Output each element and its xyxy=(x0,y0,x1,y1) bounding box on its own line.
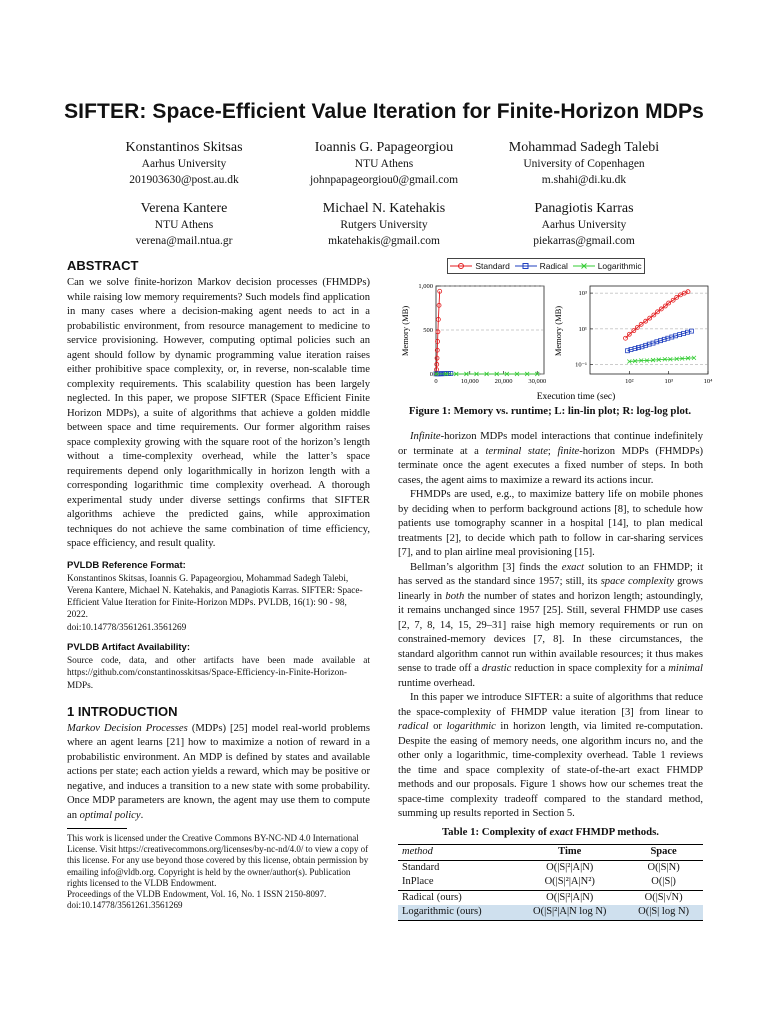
series-standard xyxy=(434,289,441,375)
y-axis-label: Memory (MB) xyxy=(400,305,410,357)
y-tick-label: 1,000 xyxy=(418,283,433,290)
emphasis: exact xyxy=(561,561,585,573)
table-header-row xyxy=(398,845,703,861)
text-run: in horizon length, via limited re-computation. Despite the easing of memory needs, one algorithm incurs no, and the other only a logarithmic, time-complexity overhead. Table 1 reviews the time and space complexity of state-of-the-art exact FHMDP methods and our proposals. Figure 1 shows how our schemes treat the space-time complexity tradeoff compared to the standard method, summing up results reported in Section 5. xyxy=(398,721,703,819)
column-header: Space xyxy=(624,845,703,861)
introduction-paragraph xyxy=(67,722,370,824)
table-row-highlighted xyxy=(398,905,703,920)
author-email: verena@mail.ntua.gr xyxy=(135,235,233,247)
text-run: Bellman’s algorithm [3] finds the xyxy=(410,561,562,573)
legend-label: Logarithmic xyxy=(597,261,642,271)
x-axis-label: Execution time (sec) xyxy=(536,392,616,402)
space-cell: O(|S| log N) xyxy=(624,905,703,920)
x-tick-label: 20,000 xyxy=(494,378,513,385)
pvldb-artifact-body: Source code, data, and other artifacts have been made available at https://github.com/constantinosskitsas/Space-Efficiency-in-Finite-Horizon-MDPs. xyxy=(67,655,370,691)
y-axis-label: Memory (MB) xyxy=(553,305,563,357)
text-run: runtime overhead. xyxy=(398,677,476,689)
emphasis: terminal state xyxy=(485,445,548,457)
text-run: grows linearly in xyxy=(398,576,704,602)
time-cell: O(|S|²|A|N²) xyxy=(544,876,595,887)
emphasis: logarithmic xyxy=(446,721,496,732)
legend-label: Standard xyxy=(475,261,510,271)
series-logarithmic xyxy=(627,356,696,364)
series-line xyxy=(629,358,694,362)
legend-standard-icon xyxy=(450,262,472,270)
x-tick-label: 10³ xyxy=(664,378,673,385)
emphasis: both xyxy=(445,590,465,602)
footnote-rule xyxy=(67,828,127,829)
complexity-table xyxy=(398,844,703,921)
text-run: or xyxy=(428,721,447,732)
emphasis: finite xyxy=(557,445,580,457)
y-tick-label: 10³ xyxy=(578,290,587,298)
author-name: Verena Kantere xyxy=(140,201,228,216)
table-caption xyxy=(398,826,703,838)
intro-text: . xyxy=(140,809,144,821)
chart-left-linlin xyxy=(400,283,546,385)
author-email: mkatehakis@gmail.com xyxy=(328,235,440,247)
text-run: ; xyxy=(547,445,558,457)
chart-right-loglog xyxy=(553,286,713,385)
space-cell: O(|S|N) xyxy=(647,861,680,873)
legend-logarithmic-icon xyxy=(573,262,595,270)
chart-legend xyxy=(447,258,645,274)
author-affiliation: Rutgers University xyxy=(340,219,428,231)
method-cell: Standard xyxy=(402,861,440,873)
x-tick-label: 10² xyxy=(625,378,634,385)
text-run: solution to an FHMDP; it has served as the standard since 1957; still, its xyxy=(398,561,703,587)
intro-term: Markov Decision Processes xyxy=(67,722,188,734)
emphasis: space complexity xyxy=(600,576,674,587)
y-tick-label: 10¹ xyxy=(578,325,587,333)
table-row xyxy=(398,890,703,905)
text-run: In this paper we introduce SIFTER: a suite of algorithms that reduce the space-complexity of FHMDP value iteration [3] from linear to xyxy=(398,692,703,718)
legend-item-logarithmic xyxy=(573,261,642,271)
text-run: -horizon MDPs model interactions that continue indefinitely or terminate at a xyxy=(398,431,703,457)
legend-item-standard xyxy=(450,261,510,271)
space-cell: O(|S|) xyxy=(651,876,676,887)
footnote xyxy=(67,828,370,911)
pvldb-artifact xyxy=(67,642,370,692)
legend-item-radical xyxy=(515,261,568,271)
author-email: 201903630@post.au.dk xyxy=(129,174,239,186)
paragraph xyxy=(398,561,703,692)
x-tick-label: 0 xyxy=(434,378,438,385)
proceedings-text: Proceedings of the VLDB Endowment, Vol. 16, No. 1 ISSN 2150-8097. xyxy=(67,889,327,900)
author-affiliation: NTU Athens xyxy=(354,158,414,170)
time-cell: O(|S|²|A|N) xyxy=(515,890,624,905)
x-tick-label: 30,000 xyxy=(528,378,547,385)
text-run: -horizon MDPs (FHMDPs) terminate once the agent executes a fixed number of steps. In both cases, the agent aims to maximize a reward its actions incur. xyxy=(398,445,704,486)
method-cell: InPlace xyxy=(402,876,434,887)
author-block xyxy=(74,201,294,249)
table-row xyxy=(398,860,703,875)
intro-term: optimal policy xyxy=(79,809,141,821)
right-column xyxy=(398,430,703,822)
author-email: johnpapageorgiou0@gmail.com xyxy=(309,174,459,186)
emphasis: drastic xyxy=(481,663,512,674)
time-cell: O(|S|²|A|N) xyxy=(546,861,594,873)
abstract-body: Can we solve finite-horizon Markov decision processes (FHMDPs) while raising low memory requirements? Such models find application in many cases where a decision-making agent needs to act in a probabilistic environment, from resource management to medicine to service provisioning. However, computing optimal policies such an agent should follow by dynamic programming value iteration raises either prohibitive space complexity, or, in reverse, non-scalable time complexity requirements. This scalability question has been largely neglected. In this paper, we propose SIFTER (Space Efficient Finite Horizon MDPs), a suite of algorithms that achieve a golden middle between space and time requirements. Our former algorithm raises space complexity growing with the square root of the horizon’s length without a time-complexity overhead, while the latter’s space requirements depend only logarithmically in horizon length with a corresponding logarithmic time complexity overhead. A thorough experimental study under diverse settings confirms that SIFTER algorithms achieve the predicted gains, while approximation techniques do not achieve the same combination of time efficiency, space efficiency, and result quality. xyxy=(67,277,370,549)
method-cell: Logarithmic (ours) xyxy=(398,905,515,920)
author-block xyxy=(474,201,694,249)
left-column xyxy=(67,258,370,823)
y-tick-label: 500 xyxy=(423,327,433,334)
text-run: the number of states and horizon length; astoundingly, it remains unchanged since 1957 [25]. Still, several FHMDP use cases [2, 7, 8, 14, 15, 29–31] raise high memory requirements or run on constrained-memory devices [7, 8]. In these circumstances, the standard algorithm cannot run within available resources; it thus makes sense to trade off a xyxy=(398,590,703,674)
figure-memory-vs-runtime xyxy=(398,276,718,402)
license-text: This work is licensed under the Creative Commons BY-NC-ND 4.0 International License. Visit https://creativecommons.org/licenses/by-nc-nd/4.0/ to view a copy of this license. For any use beyond those covered by this license, obtain permission by emailing info@vldb.org. Copyright is held by the owner/author(s). Publication rights licensed to the VLDB Endowment. xyxy=(67,833,369,888)
author-affiliation: Aarhus University xyxy=(141,158,227,170)
caption-text: Table 1: Complexity of xyxy=(441,826,550,838)
intro-text: (MDPs) [25] model real-world problems where an agent learns [21] how to maximize a notion of reward in a probabilistic environment. An MDP is defined by states and available actions per state; each action yields a reward, which may be positive or negative, and induces a transition to a new state with some probability. Once MDP parameters are known, the agent may use them to compute an xyxy=(67,722,370,821)
paragraph xyxy=(398,430,703,488)
author-name: Ioannis G. Papageorgiou xyxy=(314,140,454,155)
y-tick-label: 10⁻¹ xyxy=(575,361,587,369)
pvldb-reference-body: Konstantinos Skitsas, Ioannis G. Papageorgiou, Mohammad Sadegh Talebi, Verena Kantere, Michael N. Katehakis, and Panagiotis Karras. SIFTER: Space-Efficient Value Iteration for Finite-Horizon MDPs. PVLDB, 16(1): 90 - 98, 2022. xyxy=(67,573,363,621)
author-name: Panagiotis Karras xyxy=(534,201,634,216)
y-tick-label: 0 xyxy=(429,371,433,378)
author-block xyxy=(74,140,294,188)
abstract-heading: ABSTRACT xyxy=(67,258,139,273)
caption-emphasis: exact xyxy=(549,826,573,838)
author-email: piekarras@gmail.com xyxy=(533,235,635,247)
method-cell: Radical (ours) xyxy=(398,890,515,905)
series-radical xyxy=(626,329,694,353)
caption-text: FHMDP methods. xyxy=(572,826,660,838)
column-header: method xyxy=(398,845,515,861)
paragraph xyxy=(398,691,703,822)
figure-caption: Figure 1: Memory vs. runtime; L: lin-lin plot; R: log-log plot. xyxy=(408,405,692,417)
x-tick-label: 10⁴ xyxy=(703,378,713,385)
author-block xyxy=(274,201,494,249)
legend-label: Radical xyxy=(539,261,568,271)
author-affiliation: NTU Athens xyxy=(154,219,214,231)
paper-title: SIFTER: Space-Efficient Value Iteration for Finite-Horizon MDPs xyxy=(64,100,704,123)
text-run: reduction in space complexity for a xyxy=(511,663,669,674)
author-block xyxy=(274,140,494,188)
author-email: m.shahi@di.ku.dk xyxy=(541,174,627,186)
time-cell: O(|S|²|A|N log N) xyxy=(515,905,624,920)
author-block xyxy=(474,140,694,188)
author-name: Michael N. Katehakis xyxy=(322,201,446,216)
pvldb-reference-heading: PVLDB Reference Format: xyxy=(67,559,186,571)
legend-radical-icon xyxy=(515,262,537,270)
x-tick-label: 10,000 xyxy=(460,378,479,385)
space-cell: O(|S|√N) xyxy=(624,890,703,905)
introduction-heading: 1 INTRODUCTION xyxy=(67,703,178,719)
emphasis: radical xyxy=(398,721,429,732)
pvldb-doi: doi:10.14778/3561261.3561269 xyxy=(67,622,187,633)
column-header: Time xyxy=(515,845,624,861)
author-name: Mohammad Sadegh Talebi xyxy=(508,140,660,155)
table-row xyxy=(398,875,703,890)
emphasis: minimal xyxy=(668,663,703,674)
emphasis: Infinite xyxy=(410,431,441,442)
footnote-doi: doi:10.14778/3561261.3561269 xyxy=(67,900,183,911)
author-name: Konstantinos Skitsas xyxy=(125,140,243,155)
author-affiliation: Aarhus University xyxy=(541,219,627,231)
paragraph: FHMDPs are used, e.g., to maximize battery life on mobile phones by deciding when to perform background actions [8], to schedule how patients use tomography scanner in a hospital [14], to plan medical treatments [2], to decide which path to follow in car-sharing services [7], and to plan airline meal provisioning [15]. xyxy=(398,489,703,558)
author-affiliation: University of Copenhagen xyxy=(523,158,645,170)
pvldb-reference xyxy=(67,560,370,634)
pvldb-artifact-heading: PVLDB Artifact Availability: xyxy=(67,641,190,653)
